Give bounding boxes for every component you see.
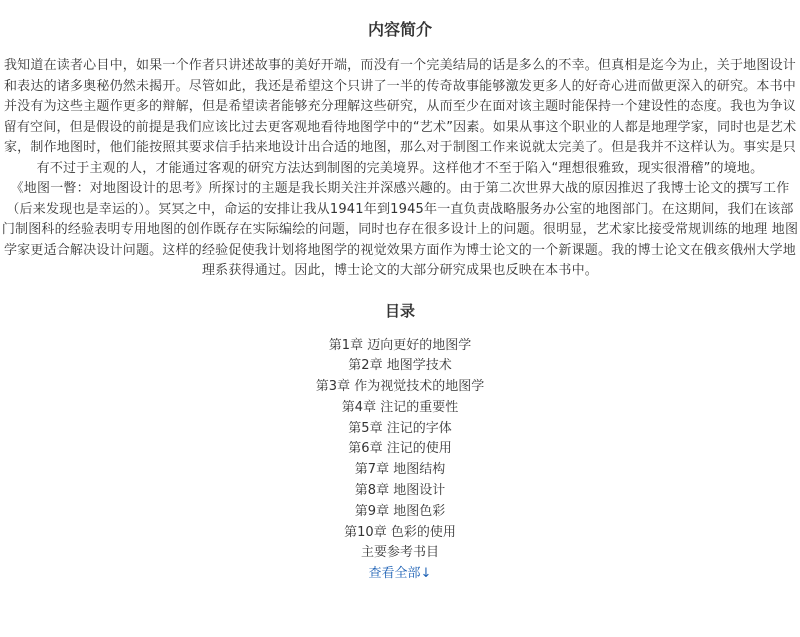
toc-item: 第5章 注记的字体 (348, 420, 452, 436)
toc-item: 第10章 色彩的使用 (344, 524, 456, 540)
toc-item: 第3章 作为视觉技术的地图学 (315, 379, 485, 395)
toc-item: 第9章 地图色彩 (354, 503, 446, 519)
toc-item: 第1章 迈向更好的地图学 (328, 337, 472, 353)
toc-title: 目录 (384, 301, 415, 320)
table-of-contents (0, 336, 800, 586)
toc-item: 第6章 注记的使用 (348, 441, 452, 457)
arrow-down-icon[interactable]: ↓ (420, 566, 432, 582)
toc-item: 第8章 地图设计 (354, 483, 446, 499)
toc-item: 第7章 地图结构 (354, 462, 446, 478)
toc-item: 主要参考书目 (360, 545, 439, 561)
toc-item: 第4章 注记的重要性 (341, 399, 459, 415)
intro-paragraph: 《地图一瞥：对地图设计的思考》所探讨的主题是我长期关注并深感兴趣的。由于第二次世界大战的原因推迟了我博士论文的撰写工作（后来发现也是幸运的）。冥冥之中，命运的安排让我从1941年到1945年一直负责战略服务办公室的地图部门。在这期间，我们在该部门制图科的经验表明专用地图的创作既存在实际编绘的问题，同时也存在很多设计上的问题。很明显，艺术家比接受常规训练的地理 地图学家更适合解决设计问题。这样的经验促使我计划将地图学的视觉效果方面作为博士论文的一个新课题。我的博士论文在俄亥俄州大学地理系获得通过。因此，博士论文的大部分研究成果也反映在本书中。 (1, 181, 799, 278)
intro-text (0, 56, 800, 282)
intro-title: 内容简介 (367, 20, 432, 39)
toc-item: 第2章 地图学技术 (348, 358, 452, 374)
view-all-link[interactable] (0, 564, 800, 585)
view-all-label[interactable]: 查看全部 (368, 566, 421, 582)
intro-paragraph: 我知道在读者心目中，如果一个作者只讲述故事的美好开端，而没有一个完美结局的话是多么的不幸。但真相是迄今为止，关于地图设计和表达的诸多奥秘仍然未揭开。尽管如此，我还是希望这个只讲了一半的传奇故事能够激发更多人的好奇心进而做更深入的研究。本书中并没有为这些主题作更多的辩解，但是希望读者能够充分理解这些研究，从而至少在面对该主题时能保持一个建设性的态度。我也为争议留有空间，但是假设的前提是我们应该比过去更客观地看待地图学中的“艺术”因素。如果从事这个职业的人都是地理学家，同时也是艺术家，制作地图时，他们能按照其要求信手拈来地设计出合适的地图，那么对于制图工作来说就太完美了。但是我并不这样认为。事实是只有不过于主观的人，才能通过客观的研究方法达到制图的完美境界。这样他才不至于陷入“理想很雅致，现实很滑稽”的境地。 (3, 58, 797, 176)
